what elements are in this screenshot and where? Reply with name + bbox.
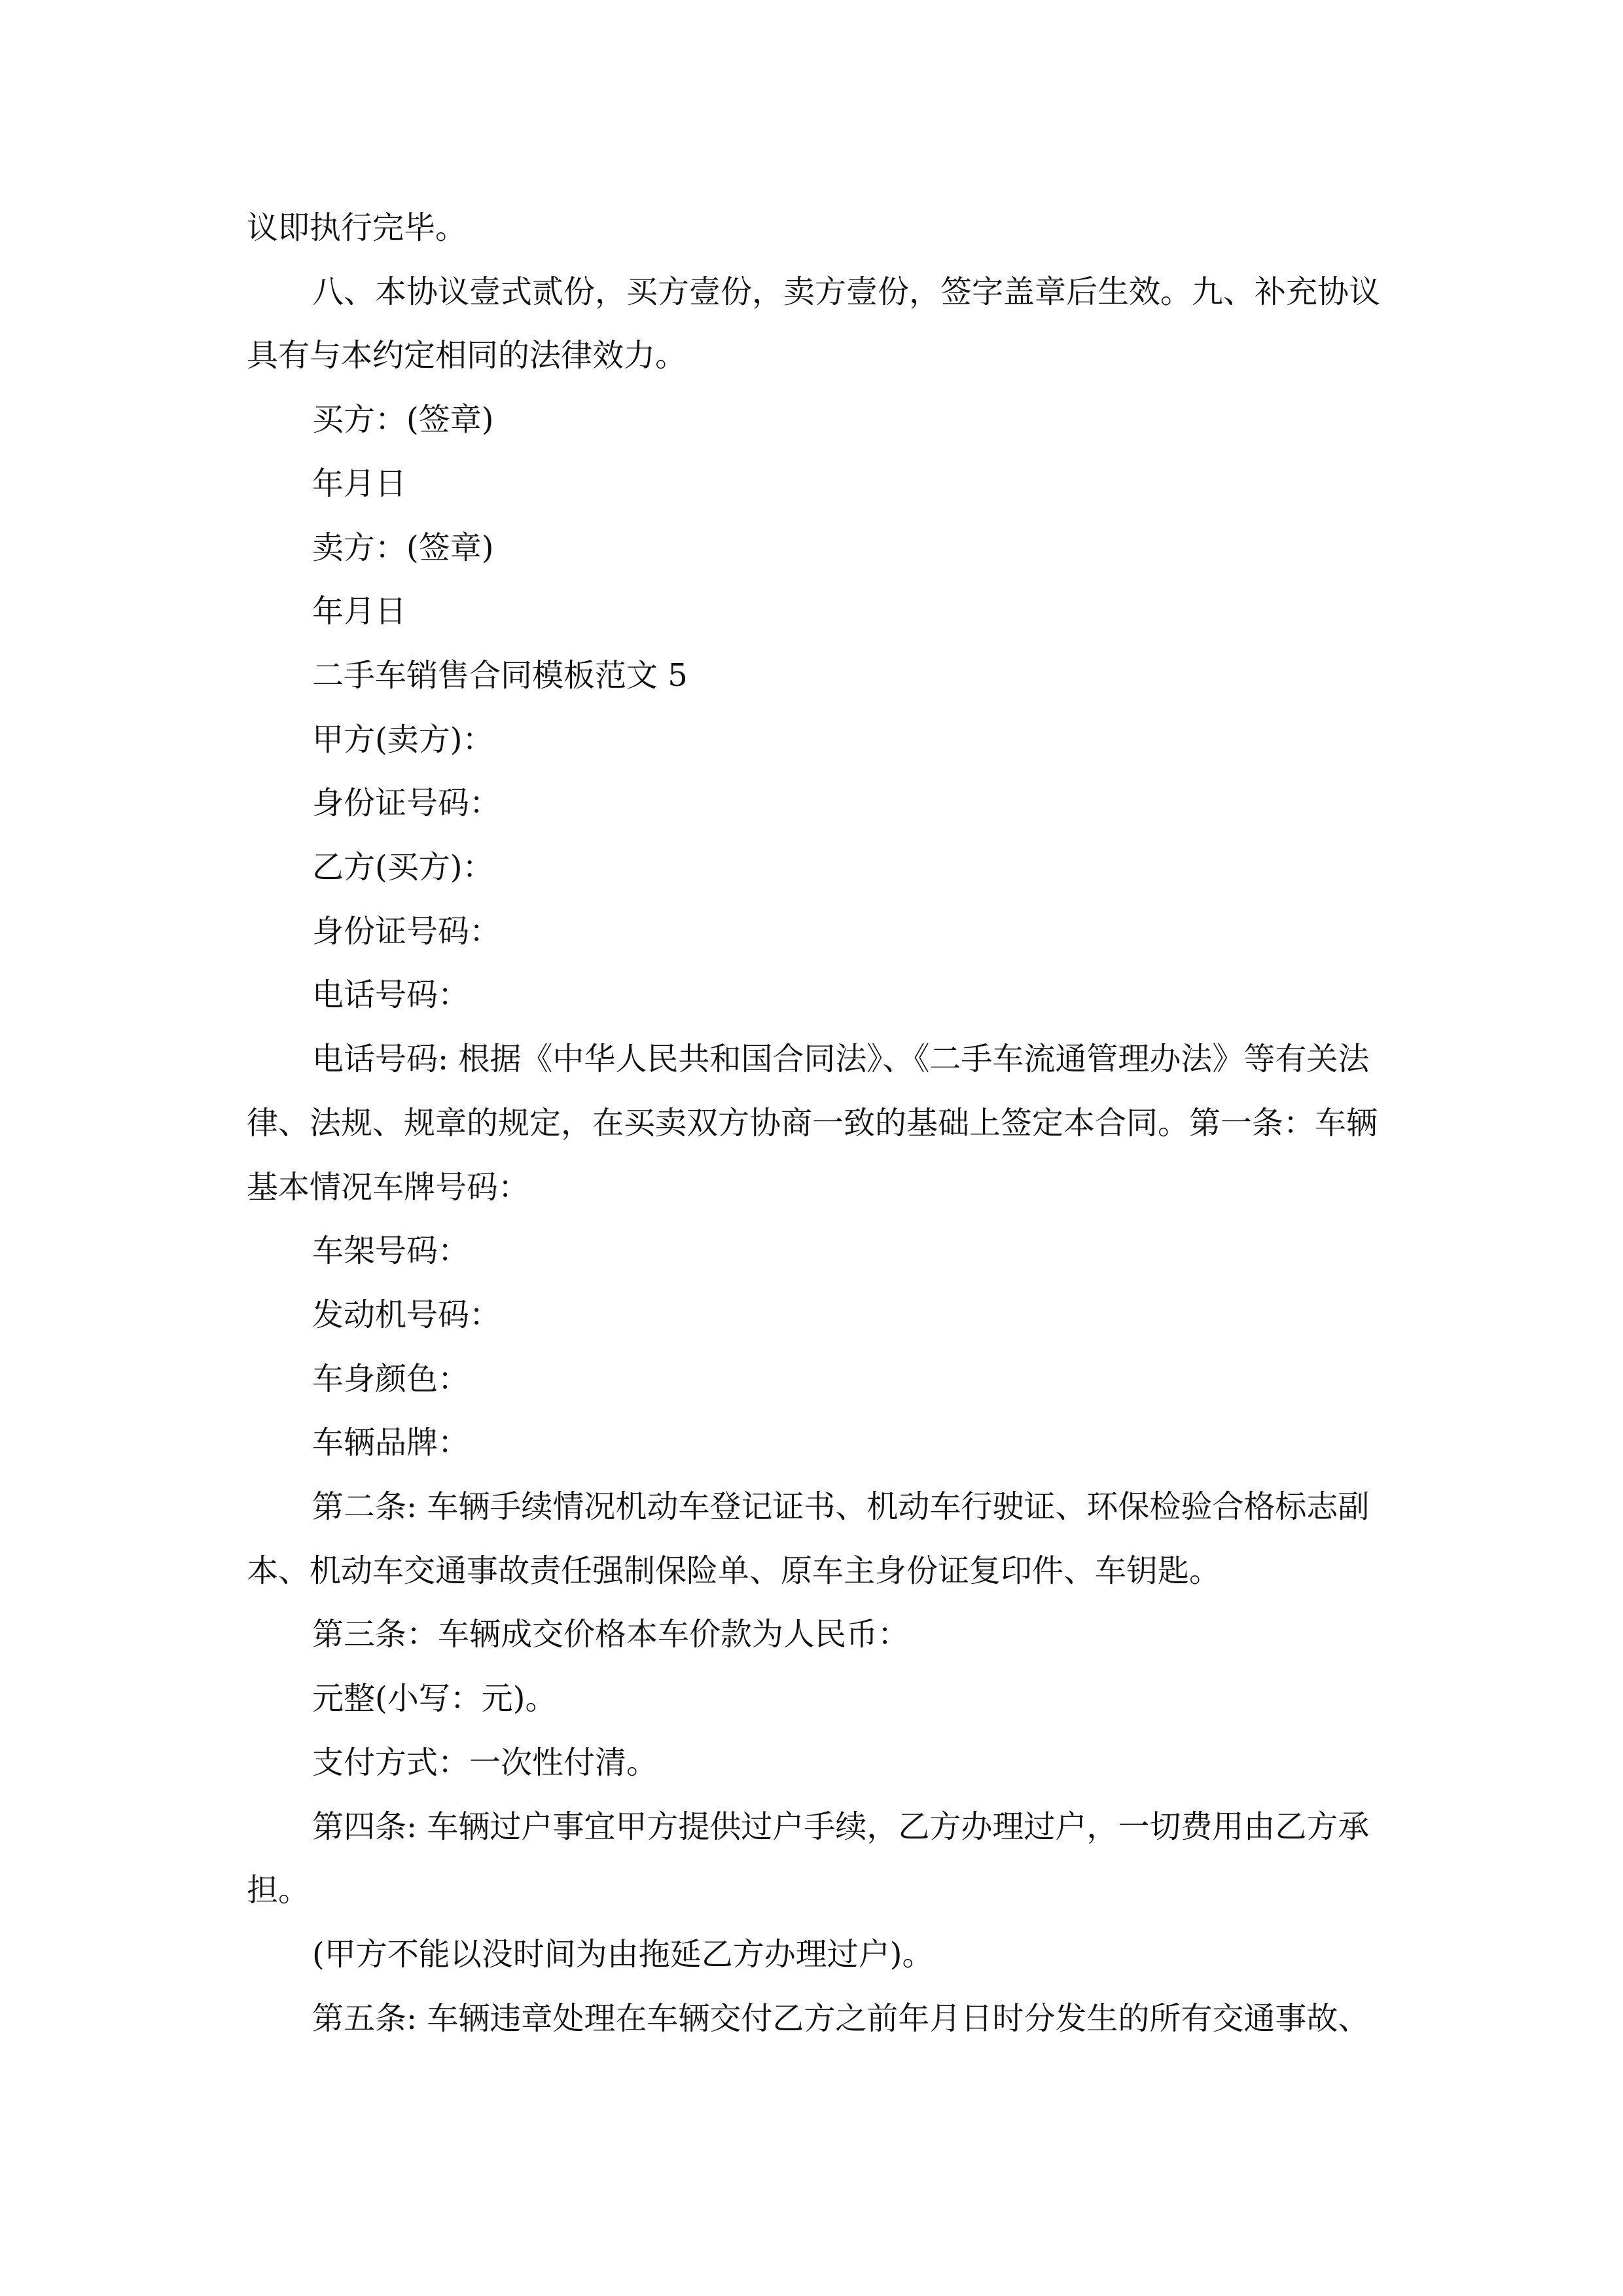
body-color-line: 车身颜色： — [312, 1360, 470, 1397]
buyer-signature-line: 买方：(签章) — [312, 401, 494, 439]
party-a-id-line: 身份证号码： — [312, 785, 501, 822]
amount-line: 元整(小写：元)。 — [312, 1680, 557, 1717]
party-b-id-line: 身份证号码： — [312, 912, 501, 950]
party-a-line: 甲方(卖方)： — [312, 721, 494, 758]
seller-signature-line: 卖方：(签章) — [312, 529, 494, 566]
section-heading: 二手车销售合同模板范文 5 — [312, 656, 688, 694]
buyer-date-line: 年月日 — [312, 465, 407, 502]
vehicle-brand-line: 车辆品牌： — [312, 1424, 470, 1462]
paragraph-continuation: 议即执行完毕。 — [247, 209, 467, 246]
document-body — [247, 196, 1385, 2051]
paragraph-article-three: 第三条：车辆成交价格本车价款为人民币： — [312, 1616, 910, 1653]
paragraph-clause-eight-nine: 八、本协议壹式贰份，买方壹份，卖方壹份，签字盖章后生效。九、补充协议具有与本约定相同的法律效力。 — [247, 273, 1381, 374]
vin-line: 车架号码： — [312, 1232, 470, 1270]
paragraph-article-four: 第四条: 车辆过户事宜甲方提供过户手续，乙方办理过户，一切费用由乙方承担。 — [247, 1808, 1370, 1909]
paragraph-article-four-note: (甲方不能以没时间为由拖延乙方办理过户)。 — [312, 1935, 934, 1973]
paragraph-article-five: 第五条: 车辆违章处理在车辆交付乙方之前年月日时分发生的所有交通事故、 — [312, 2000, 1370, 2037]
seller-date-line: 年月日 — [312, 593, 407, 630]
party-b-line: 乙方(买方)： — [312, 849, 494, 886]
engine-number-line: 发动机号码： — [312, 1296, 501, 1333]
phone-line: 电话号码： — [312, 977, 470, 1014]
paragraph-article-two: 第二条: 车辆手续情况机动车登记证书、机动车行驶证、环保检验合格标志副本、机动车交通事故责任强制保险单、原车主身份证复印件、车钥匙。 — [247, 1488, 1370, 1589]
payment-method-line: 支付方式：一次性付清。 — [312, 1744, 658, 1781]
paragraph-legal-basis: 电话号码: 根据《中华人民共和国合同法》、《二手车流通管理办法》等有关法律、法规、规章的规定，在买卖双方协商一致的基础上签定本合同。第一条：车辆基本情况车牌号码： — [247, 1041, 1378, 1206]
